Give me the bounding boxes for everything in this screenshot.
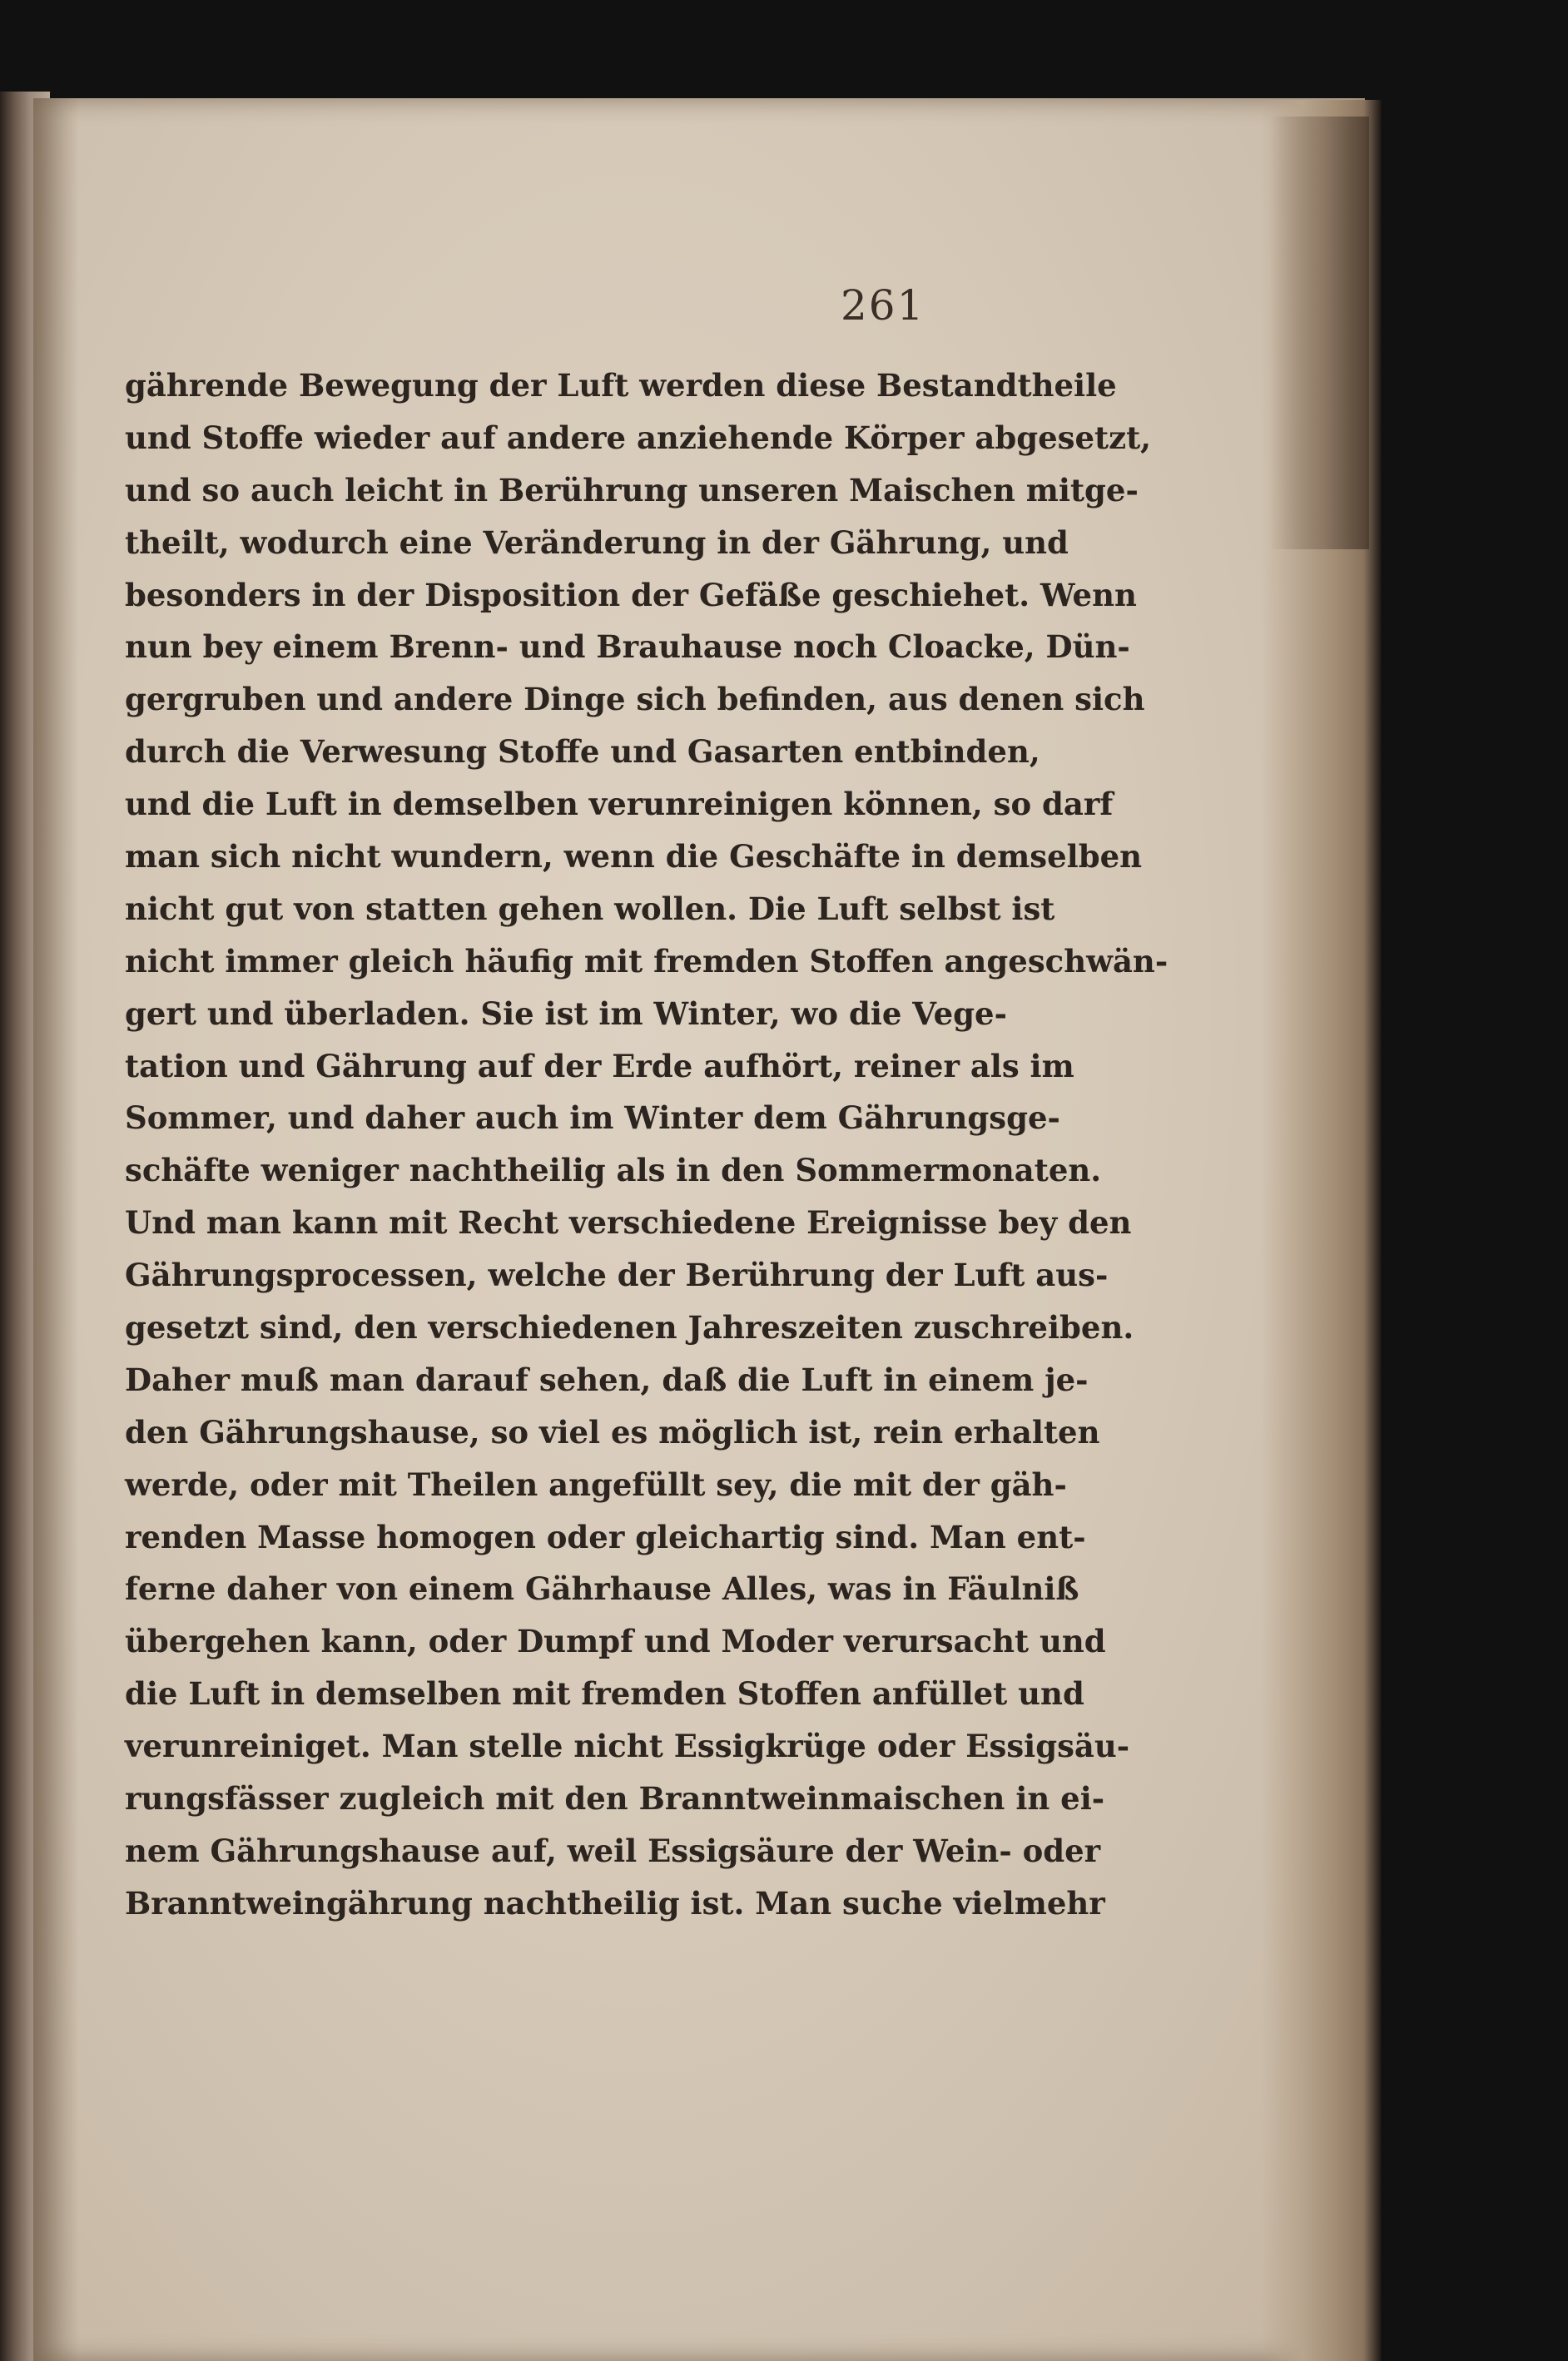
text-line: theilt, wodurch eine Veränderung in der Gährung, und bbox=[125, 523, 1069, 561]
text-line: ferne daher von einem Gährhause Alles, was in Fäulniß bbox=[125, 1570, 1079, 1608]
body-text bbox=[125, 360, 1169, 1930]
text-line: die Luft in demselben mit fremden Stoffen anfüllet und bbox=[125, 1675, 1084, 1713]
page-gutter-shadow bbox=[33, 98, 79, 2361]
text-line: nicht immer gleich häufig mit fremden Stoffen angeschwän- bbox=[125, 942, 1169, 980]
text-line: besonders in der Disposition der Gefäße geschiehet. Wenn bbox=[125, 576, 1137, 613]
text-line: gert und überladen. Sie ist im Winter, wo die Vege- bbox=[125, 994, 1007, 1032]
text-line: gesetzt sind, den verschiedenen Jahreszeiten zuschreiben. bbox=[125, 1309, 1134, 1347]
text-line: übergehen kann, oder Dumpf und Moder verursacht und bbox=[125, 1623, 1106, 1660]
text-line: und die Luft in demselben verunreinigen können, so darf bbox=[125, 786, 1114, 823]
text-line: und so auch leicht in Berührung unseren Maischen mitge- bbox=[125, 471, 1139, 508]
text-line: durch die Verwesung Stoffe und Gasarten entbinden, bbox=[125, 733, 1040, 771]
text-line: Sommer, und daher auch im Winter dem Gährungsge- bbox=[125, 1099, 1060, 1137]
page-number: 261 bbox=[841, 281, 925, 330]
page-edge-wear bbox=[1269, 117, 1369, 549]
text-line: verunreiniget. Man stelle nicht Essigkrüge oder Essigsäu- bbox=[125, 1728, 1130, 1765]
text-line: man sich nicht wundern, wenn die Geschäfte in demselben bbox=[125, 838, 1143, 875]
text-line: Und man kann mit Recht verschiedene Ereignisse bey den bbox=[125, 1204, 1132, 1242]
text-line: und Stoffe wieder auf andere anziehende Körper abgesetzt, bbox=[125, 419, 1152, 456]
text-line: werde, oder mit Theilen angefüllt sey, die mit der gäh- bbox=[125, 1466, 1067, 1503]
text-line: renden Masse homogen oder gleichartig sind. Man ent- bbox=[125, 1518, 1086, 1555]
text-line: nun bey einem Brenn- und Brauhause noch Cloacke, Dün- bbox=[125, 628, 1130, 666]
text-line: gergruben und andere Dinge sich befinden, aus denen sich bbox=[125, 681, 1145, 718]
text-line: den Gährungshause, so viel es möglich ist, rein erhalten bbox=[125, 1413, 1100, 1451]
text-line: schäfte weniger nachtheilig als in den Sommermonaten. bbox=[125, 1152, 1102, 1189]
text-line: Daher muß man darauf sehen, daß die Luft in einem je- bbox=[125, 1361, 1089, 1398]
text-line: nem Gährungshause auf, weil Essigsäure der Wein- oder bbox=[125, 1832, 1101, 1869]
text-line: tation und Gährung auf der Erde aufhört, reiner als im bbox=[125, 1047, 1074, 1084]
text-line: gährende Bewegung der Luft werden diese Bestandtheile bbox=[125, 367, 1117, 404]
text-line: Branntweingährung nachtheilig ist. Man suche vielmehr bbox=[125, 1884, 1105, 1922]
text-line: rungsfässer zugleich mit den Branntweinmaischen in ei- bbox=[125, 1780, 1105, 1818]
text-line: Gährungsprocessen, welche der Berührung der Luft aus- bbox=[125, 1257, 1109, 1294]
text-line: nicht gut von statten gehen wollen. Die Luft selbst ist bbox=[125, 890, 1055, 927]
